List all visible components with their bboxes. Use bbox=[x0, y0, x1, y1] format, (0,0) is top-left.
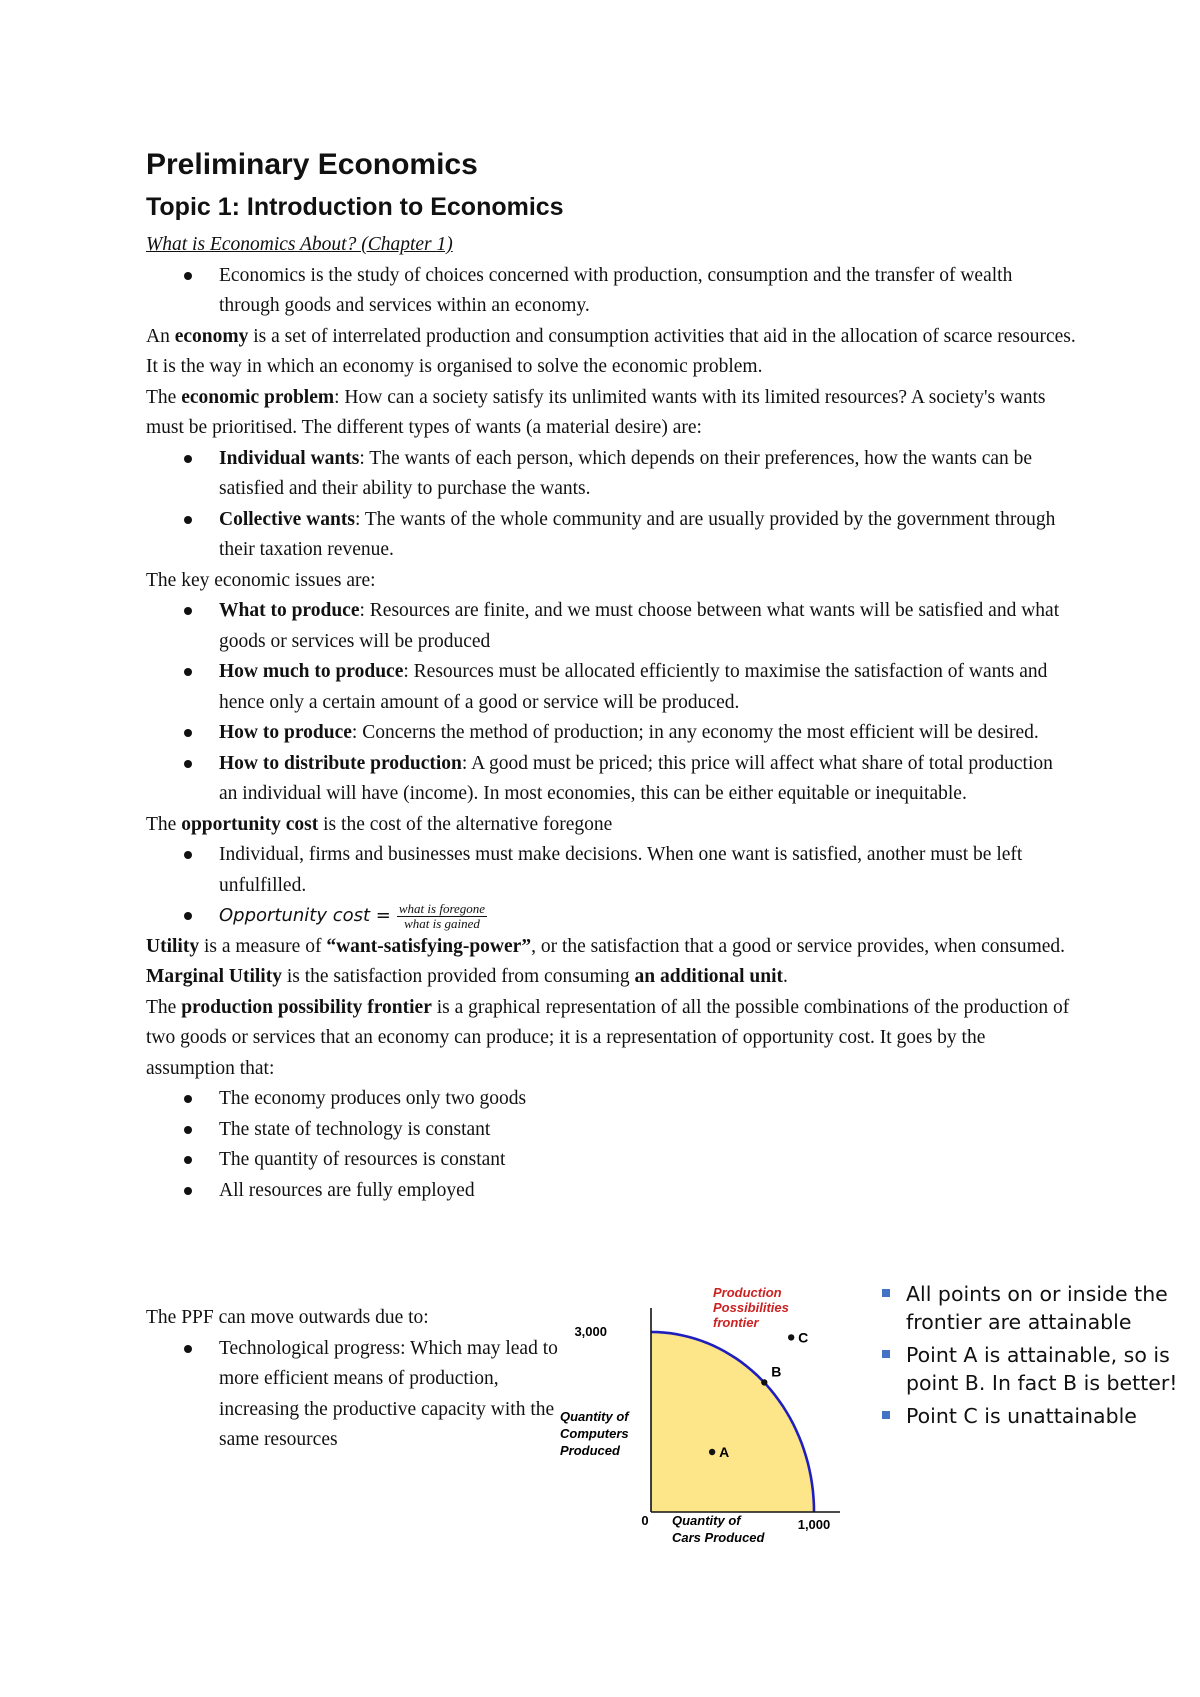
assumptions-list bbox=[146, 1084, 1076, 1206]
list-item: Collective wants: The wants of the whole community and are usually provided by the government through their taxation revenue. bbox=[146, 505, 1076, 566]
formula-fraction bbox=[397, 902, 487, 931]
opportunity-cost-definition: The opportunity cost is the cost of the alternative foregone bbox=[146, 813, 613, 835]
document-title: Preliminary Economics bbox=[146, 148, 478, 181]
list-item: Technological progress: Which may lead to more efficient means of production, increasing the productive capacity with the same resources bbox=[146, 1334, 566, 1456]
bullet-icon bbox=[184, 760, 192, 768]
formula-numerator: what is foregone bbox=[398, 901, 486, 917]
bullet-icon bbox=[184, 1187, 192, 1195]
note-item: Point C is unattainable bbox=[880, 1403, 1180, 1431]
attainable-region bbox=[651, 1332, 814, 1512]
list-item-text: Economics is the study of choices concerned with production, consumption and the transfer of wealth through goods and services within an economy. bbox=[219, 264, 1013, 316]
list-item: The economy produces only two goods bbox=[146, 1084, 1076, 1115]
point-a-marker bbox=[709, 1449, 715, 1455]
x-axis-label: Cars Produced bbox=[672, 1530, 765, 1545]
square-bullet-icon bbox=[882, 1411, 890, 1419]
chart-title: Possibilities bbox=[713, 1300, 789, 1315]
formula-label: Opportunity cost = bbox=[219, 905, 391, 926]
list-item: How to distribute production: A good must be priced; this price will affect what share of total production an individual will have (income). In most economies, this can be either equitable or inequitable. bbox=[146, 749, 1076, 810]
bullet-icon bbox=[184, 516, 192, 524]
list-item: How to produce: Concerns the method of production; in any economy the most efficient will be desired. bbox=[146, 718, 1076, 749]
bullet-icon bbox=[184, 272, 192, 280]
chart-title: frontier bbox=[713, 1315, 759, 1330]
bullet-icon bbox=[184, 1095, 192, 1103]
point-c-label: C bbox=[798, 1329, 809, 1346]
ppf-chart bbox=[548, 1280, 878, 1570]
term-economy: economy bbox=[174, 325, 249, 347]
bullet-icon bbox=[184, 912, 192, 920]
chart-notes bbox=[880, 1281, 1180, 1437]
list-item: Individual wants: The wants of each person, which depends on their preferences, how the wants can be satisfied and their ability to purchase the wants. bbox=[146, 444, 1076, 505]
bullet-icon bbox=[184, 1345, 192, 1353]
chart-title: Production bbox=[713, 1285, 782, 1300]
ppf-move-list bbox=[146, 1334, 566, 1456]
point-c-marker bbox=[788, 1334, 794, 1340]
list-item: Individual, firms and businesses must make decisions. When one want is satisfied, another must be left unfulfilled. bbox=[146, 840, 1076, 901]
note-item: All points on or inside the frontier are attainable bbox=[880, 1281, 1180, 1336]
key-issues-list bbox=[146, 596, 1076, 810]
y-tick-label: 3,000 bbox=[574, 1324, 607, 1339]
bullet-icon bbox=[184, 729, 192, 737]
bullet-icon bbox=[184, 851, 192, 859]
intro-list bbox=[146, 261, 1076, 322]
wants-list bbox=[146, 444, 1076, 566]
y-axis-label: Computers bbox=[560, 1426, 629, 1441]
list-item: The quantity of resources is constant bbox=[146, 1145, 1076, 1176]
term-opportunity-cost: opportunity cost bbox=[181, 813, 319, 835]
bullet-icon bbox=[184, 1156, 192, 1164]
point-b-marker bbox=[761, 1379, 767, 1385]
list-item bbox=[146, 261, 1076, 322]
x-tick-label: 1,000 bbox=[797, 1517, 831, 1532]
utility-definition: Utility is a measure of “want-satisfying-power”, or the satisfaction that a good or service provides, when consumed. Marginal Utility is the satisfaction provided from consuming an additional unit. bbox=[146, 935, 1066, 987]
key-issues-intro: The key economic issues are: bbox=[146, 569, 376, 591]
square-bullet-icon bbox=[882, 1350, 890, 1358]
ppf-movement bbox=[146, 1303, 566, 1456]
square-bullet-icon bbox=[882, 1289, 890, 1297]
list-item: The state of technology is constant bbox=[146, 1115, 1076, 1146]
term-ppf: production possibility frontier bbox=[181, 996, 432, 1018]
opportunity-list bbox=[146, 840, 1076, 932]
ppf-move-intro: The PPF can move outwards due to: bbox=[146, 1307, 429, 1328]
bullet-icon bbox=[184, 455, 192, 463]
x-tick-label: 0 bbox=[641, 1513, 649, 1528]
economy-definition: An economy is a set of interrelated production and consumption activities that aid in the allocation of scarce resources. It is the way in which an economy is organised to solve the economic problem. bbox=[146, 325, 1076, 377]
list-item: How much to produce: Resources must be allocated efficiently to maximise the satisfaction of wants and hence only a certain amount of a good or service will be produced. bbox=[146, 657, 1076, 718]
ppf-definition: The production possibility frontier is a graphical representation of all the possible combinations of the production of two goods or services that an economy can produce; it is a representation of opportunity cost. It goes by the assumption that: bbox=[146, 996, 1070, 1079]
note-item: Point A is attainable, so is point B. In fact B is better! bbox=[880, 1342, 1180, 1397]
list-item: What to produce: Resources are finite, and we must choose between what wants will be satisfied and what goods or services will be produced bbox=[146, 596, 1076, 657]
bullet-icon bbox=[184, 607, 192, 615]
bullet-icon bbox=[184, 668, 192, 676]
y-axis-label: Produced bbox=[560, 1443, 620, 1458]
x-axis-label: Quantity of bbox=[672, 1513, 741, 1528]
main-text bbox=[146, 230, 1076, 1206]
topic-heading: Topic 1: Introduction to Economics bbox=[146, 193, 564, 221]
economic-problem: The economic problem: How can a society satisfy its unlimited wants with its limited resources? A society's wants must be prioritised. The different types of wants (a material desire) are: bbox=[146, 386, 1046, 438]
section-heading: What is Economics About? (Chapter 1) bbox=[146, 234, 453, 255]
formula-denominator: what is gained bbox=[404, 916, 480, 932]
term-economic-problem: economic problem bbox=[181, 386, 335, 408]
bullet-icon bbox=[184, 1126, 192, 1134]
list-item bbox=[146, 901, 1076, 932]
list-item: All resources are fully employed bbox=[146, 1176, 1076, 1207]
point-b-label: B bbox=[771, 1363, 782, 1380]
point-a-label: A bbox=[719, 1444, 730, 1460]
y-axis-label: Quantity of bbox=[560, 1409, 629, 1424]
